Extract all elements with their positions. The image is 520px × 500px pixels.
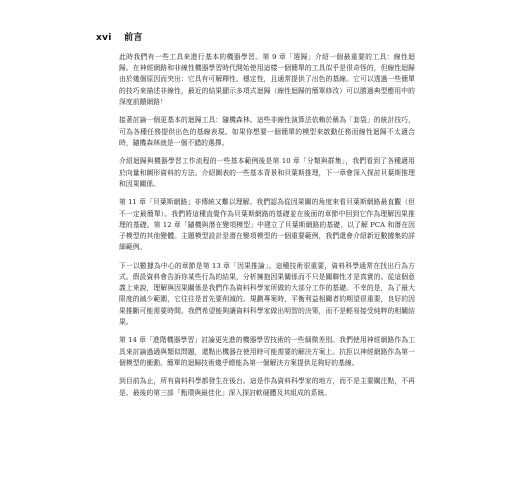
paragraph-causal-inference: 下一以數據為中心的章節是第 13 章「因果推論」。這種技術很重要，資料科學通常在找出行為方式。假設資料會告訴你某些行為的結果，分析擁抱因果關係而不只是關聯性才是真實的。從這個意義上來說，理解與因果關係是我們作為資料科學家所做的大部分工作的基礎。不幸的是，為了最大限度的減少範圍，它往往是首先要削減的。規劃專案時，平衡利益相關者的期望很重要，良好的因果推斷可能需要時間。我們希望能夠讓資料科學家做出明智的決策，而不是輕易接受純粹的相關結果。 <box>119 261 415 326</box>
paragraph-advanced-ml: 第 14 章「進階機器學習」討論更先進的機器學習技術的一些細微差別。我們使用神經網路作為工具來討論過適與類似問題，還點出機器在使用時可能需要的解決方案上。抗拒以神經網路作為第一個模型的衝動。簡單的迴歸技術幾乎總能為第一個解決方案提供足夠好的基線。 <box>119 336 415 367</box>
paragraph-part-three: 到目前為止，所有資料科學都發生在後台。這是作為資料科學家的地方，而不是主要關注點，不再是。最後的第三部「甄環與最佳化」深入探討軟硬體及其組成的系統。 <box>119 377 415 397</box>
paragraph-bayesian-networks: 第 11 章「貝葉斯網路」非傳統又難以理解。我們認為從因果關的角度來看貝葉斯網路最直觀（但不一定最簡單）。我們將這種直覺作為貝葉斯網路的基礎並在後面的章節中回到它作為理解因果推理的基礎。第 12 章「隨機與潛在變項模型」中建立了貝葉斯網路的基礎，以了解 PCA 和潛在因子模型的其他變體。主題模型設計是潛在變項模型的一個重要範例，我們還會介紹新近數據集的詳細範例。 <box>119 198 415 252</box>
paragraph-linear-regression: 此時我們有一些工具來進行基本的機器學習。第 9 章「選歸」介紹一個最重要的工具：線性迴歸。在神經網路和非線性機器學習時代開始使用這樣一個簡單的工具似乎是很奇怪的，但線性迴歸由於幾個原因而突出：它具有可解釋性、穩定性，且通常提供了出色的基線。它可以透過一些簡單的技巧來描述非線性，最近的結果顯示多項式迴歸（線性迴歸的簡單修改）可以勝過典型應用中的深度前饋網路！ <box>119 53 415 106</box>
section-title: 前言 <box>124 33 143 43</box>
paragraph-random-forest: 接著討論一個更基本的迴歸工具：隨機森林。這些非線性演算法依賴於稱為「套袋」的統計技巧，可為各種任務提供出色的基線表現。如果你想要一個簡單的模型來啟動任務而線性迴歸不太適合時，隨機森林就是一個不錯的選擇。 <box>119 116 415 147</box>
body-text <box>119 52 415 406</box>
running-header <box>96 30 143 43</box>
paragraph-classification: 介紹迴歸與機器學習工作流程的一些基本範例後是第 10 章「分類與群集」，我們看到了各種適用於向量和圖形資料的方法。介紹圖表的一些基本背景和貝葉斯推理，下一章會深入探討貝葉斯推理和因果關係。 <box>119 157 415 188</box>
page-number: xvi <box>96 33 112 43</box>
